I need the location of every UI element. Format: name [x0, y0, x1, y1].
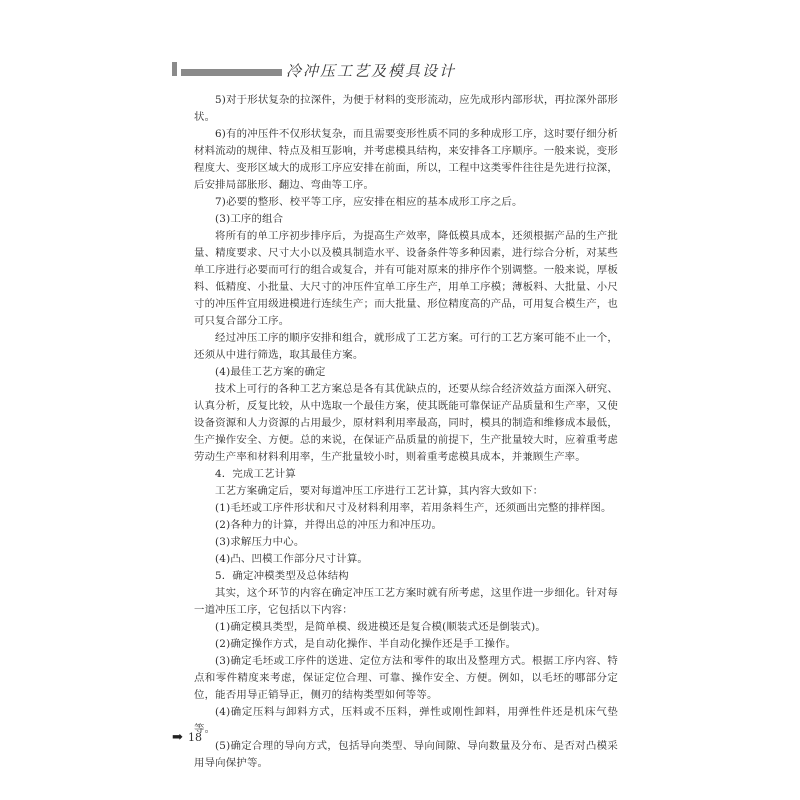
- paragraph: 经过冲压工序的顺序安排和组合，就形成了工艺方案。可行的工艺方案可能不止一个，还须从中进行筛选，取其最佳方案。: [194, 332, 618, 361]
- header-decoration-bar: [172, 62, 282, 76]
- paragraph: 技术上可行的各种工艺方案总是各有其优缺点的，还要从综合经济效益方面深入研究、认真分析，反复比较，从中选取一个最佳方案，使其既能可靠保证产品质量和生产率，又使设备资源和人力资源的占用最少，原材料利用率最高，同时，模具的制造和维修成本最低，生产操作安全、方便。总的来说，在保证产品质量的前提下，生产批量较大时，应着重考虑劳动生产率和材料利用率，生产批量较小时，则着重考虑模具成本，并兼顾生产率。: [194, 383, 618, 463]
- paragraph: 工艺方案确定后，要对每道冲压工序进行工艺计算，其内容大致如下：: [215, 485, 544, 497]
- page-number: 18: [188, 731, 202, 744]
- list-item: (4)凸、凹模工作部分尺寸计算。: [215, 553, 368, 565]
- paragraph: 将所有的单工序初步排序后，为提高生产效率，降低模具成本，还须根据产品的生产批量、精度要求、尺寸大小以及模具制造水平、设备条件等多种因素，进行综合分析，对某些单工序进行必要而可行的组合或复合，并有可能对原来的排序作个别调整。一般来说，厚板料、低精度、小批量、大尺寸的冲压件宜单工序生产，用单工序模；薄板料、大批量、小尺寸的冲压件宜用级进模进行连续生产；而大批量、形位精度高的产品，可用复合模生产，也可只复合部分工序。: [194, 230, 618, 327]
- arrow-right-icon: ➡: [172, 730, 183, 745]
- paragraph: 5)对于形状复杂的拉深件，为便于材料的变形流动，应先成形内部形状，再拉深外部形状。: [194, 94, 618, 123]
- list-item: (1)毛坯或工序件形状和尺寸及材料利用率，若用条料生产，还须画出完整的排样图。: [215, 502, 612, 514]
- section-heading: 5．确定冲模类型及总体结构: [215, 570, 349, 582]
- list-item: (5)确定合理的导向方式，包括导向类型、导向间隙、导向数量及分布、是否对凸模采用导向保护等。: [194, 740, 618, 769]
- header-bar-line: [181, 69, 282, 76]
- list-item: (1)确定模具类型，是简单模、级进模还是复合模(顺装式还是倒装式)。: [215, 621, 546, 633]
- section-heading: 4．完成工艺计算: [215, 468, 296, 480]
- paragraph: 6)有的冲压件不仅形状复杂，而且需要变形性质不同的多种成形工序，这时要仔细分析材料流动的规律、特点及相互影响，并考虑模具结构，来安排各工序顺序。一般来说，变形程度大、变形区域大的成形工序应安排在前面，所以，工程中这类零件往往是先进行拉深，后安排局部胀形、翻边、弯曲等工序。: [194, 128, 618, 191]
- list-item: (2)确定操作方式，是自动化操作、半自动化操作还是手工操作。: [215, 638, 517, 650]
- paragraph: 7)必要的整形、校平等工序，应安排在相应的基本成形工序之后。: [215, 196, 523, 208]
- page-body: [194, 92, 618, 772]
- running-header-title: 冷冲压工艺及模具设计: [286, 62, 457, 80]
- paragraph: 其实，这个环节的内容在确定冲压工艺方案时就有所考虑，这里作进一步细化。针对每一道冲压工序，它包括以下内容：: [194, 587, 618, 616]
- list-item: (3)求解压力中心。: [215, 536, 305, 548]
- list-item: (3)确定毛坯或工序件的送进、定位方法和零件的取出及整理方式。根据工序内容、特点和零件精度来考虑，保证定位合理、可靠、操作安全、方便。例如，以毛坯的哪部分定位，能否用导正销导正，侧刃的结构类型如何等等。: [194, 655, 618, 701]
- subheading: (3)工序的组合: [215, 213, 284, 225]
- list-item: (2)各种力的计算，并得出总的冲压力和冲压功。: [215, 519, 443, 531]
- list-item: (4)确定压料与卸料方式，压料或不压料，弹性或刚性卸料，用弹性件还是机床气垫等。: [194, 706, 618, 735]
- subheading: (4)最佳工艺方案的确定: [215, 366, 326, 378]
